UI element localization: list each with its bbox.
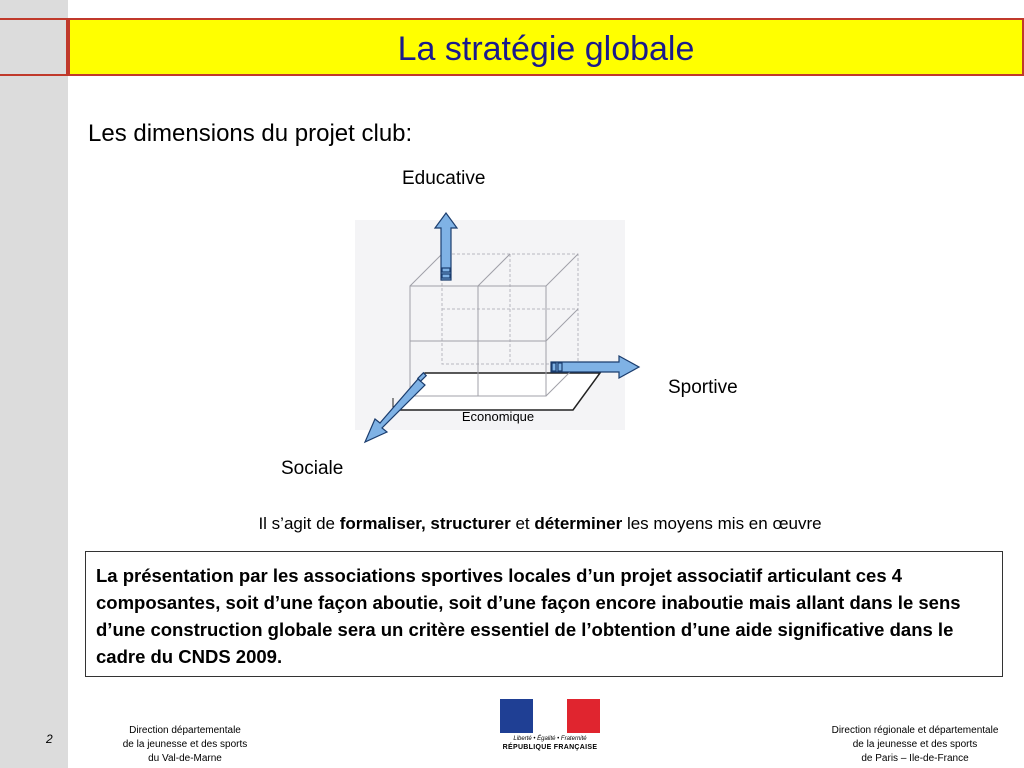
label-sportive: Sportive xyxy=(668,377,738,398)
label-sociale: Sociale xyxy=(281,458,344,479)
statement-middle: et xyxy=(510,514,535,533)
footer-left-line: du Val-de-Marne xyxy=(148,753,222,764)
label-economique: Economique xyxy=(461,409,535,424)
footer-right xyxy=(810,724,1020,766)
page-number: 2 xyxy=(46,732,53,746)
statement-prefix: Il s’agit de xyxy=(258,514,340,533)
statement-line xyxy=(0,514,1024,534)
logo-name: RÉPUBLIQUE FRANÇAISE xyxy=(502,744,598,751)
corner-box xyxy=(0,18,68,76)
statement-bold-1: formaliser, structurer xyxy=(339,514,511,533)
statement-suffix: les moyens mis en œuvre xyxy=(622,514,822,533)
statement-bold-2: déterminer xyxy=(534,514,623,533)
highlight-box xyxy=(85,551,1003,677)
highlight-text: La présentation par les associations sportives locales d’un projet associatif articulant ces 4 composantes, soit d’une façon aboutie, soit d’une façon encore inaboutie mais allant dans le sens d’une construction globale sera un critère essentiel de l’obtention d’une aide significative dans le cadre du CNDS 2009. xyxy=(96,565,961,667)
footer-left-line: de la jeunesse et des sports xyxy=(122,739,248,750)
logo-motto: Liberté • Égalité • Fraternité xyxy=(513,736,587,742)
footer-left-line: Direction départementale xyxy=(129,725,241,736)
project-cube-diagram xyxy=(355,210,655,455)
flag-icon xyxy=(500,699,600,733)
title-bar xyxy=(68,18,1024,76)
side-bar xyxy=(0,0,68,768)
slide-subtitle: Les dimensions du projet club: xyxy=(88,120,413,147)
slide-title: La stratégie globale xyxy=(397,30,695,68)
footer-left xyxy=(100,724,270,766)
footer-right-line: Direction régionale et départementale xyxy=(831,725,999,736)
footer-right-line: de la jeunesse et des sports xyxy=(852,739,978,750)
republique-francaise-logo xyxy=(500,699,600,759)
label-educative: Educative xyxy=(402,168,486,189)
footer-right-line: de Paris – Ile-de-France xyxy=(861,753,969,764)
